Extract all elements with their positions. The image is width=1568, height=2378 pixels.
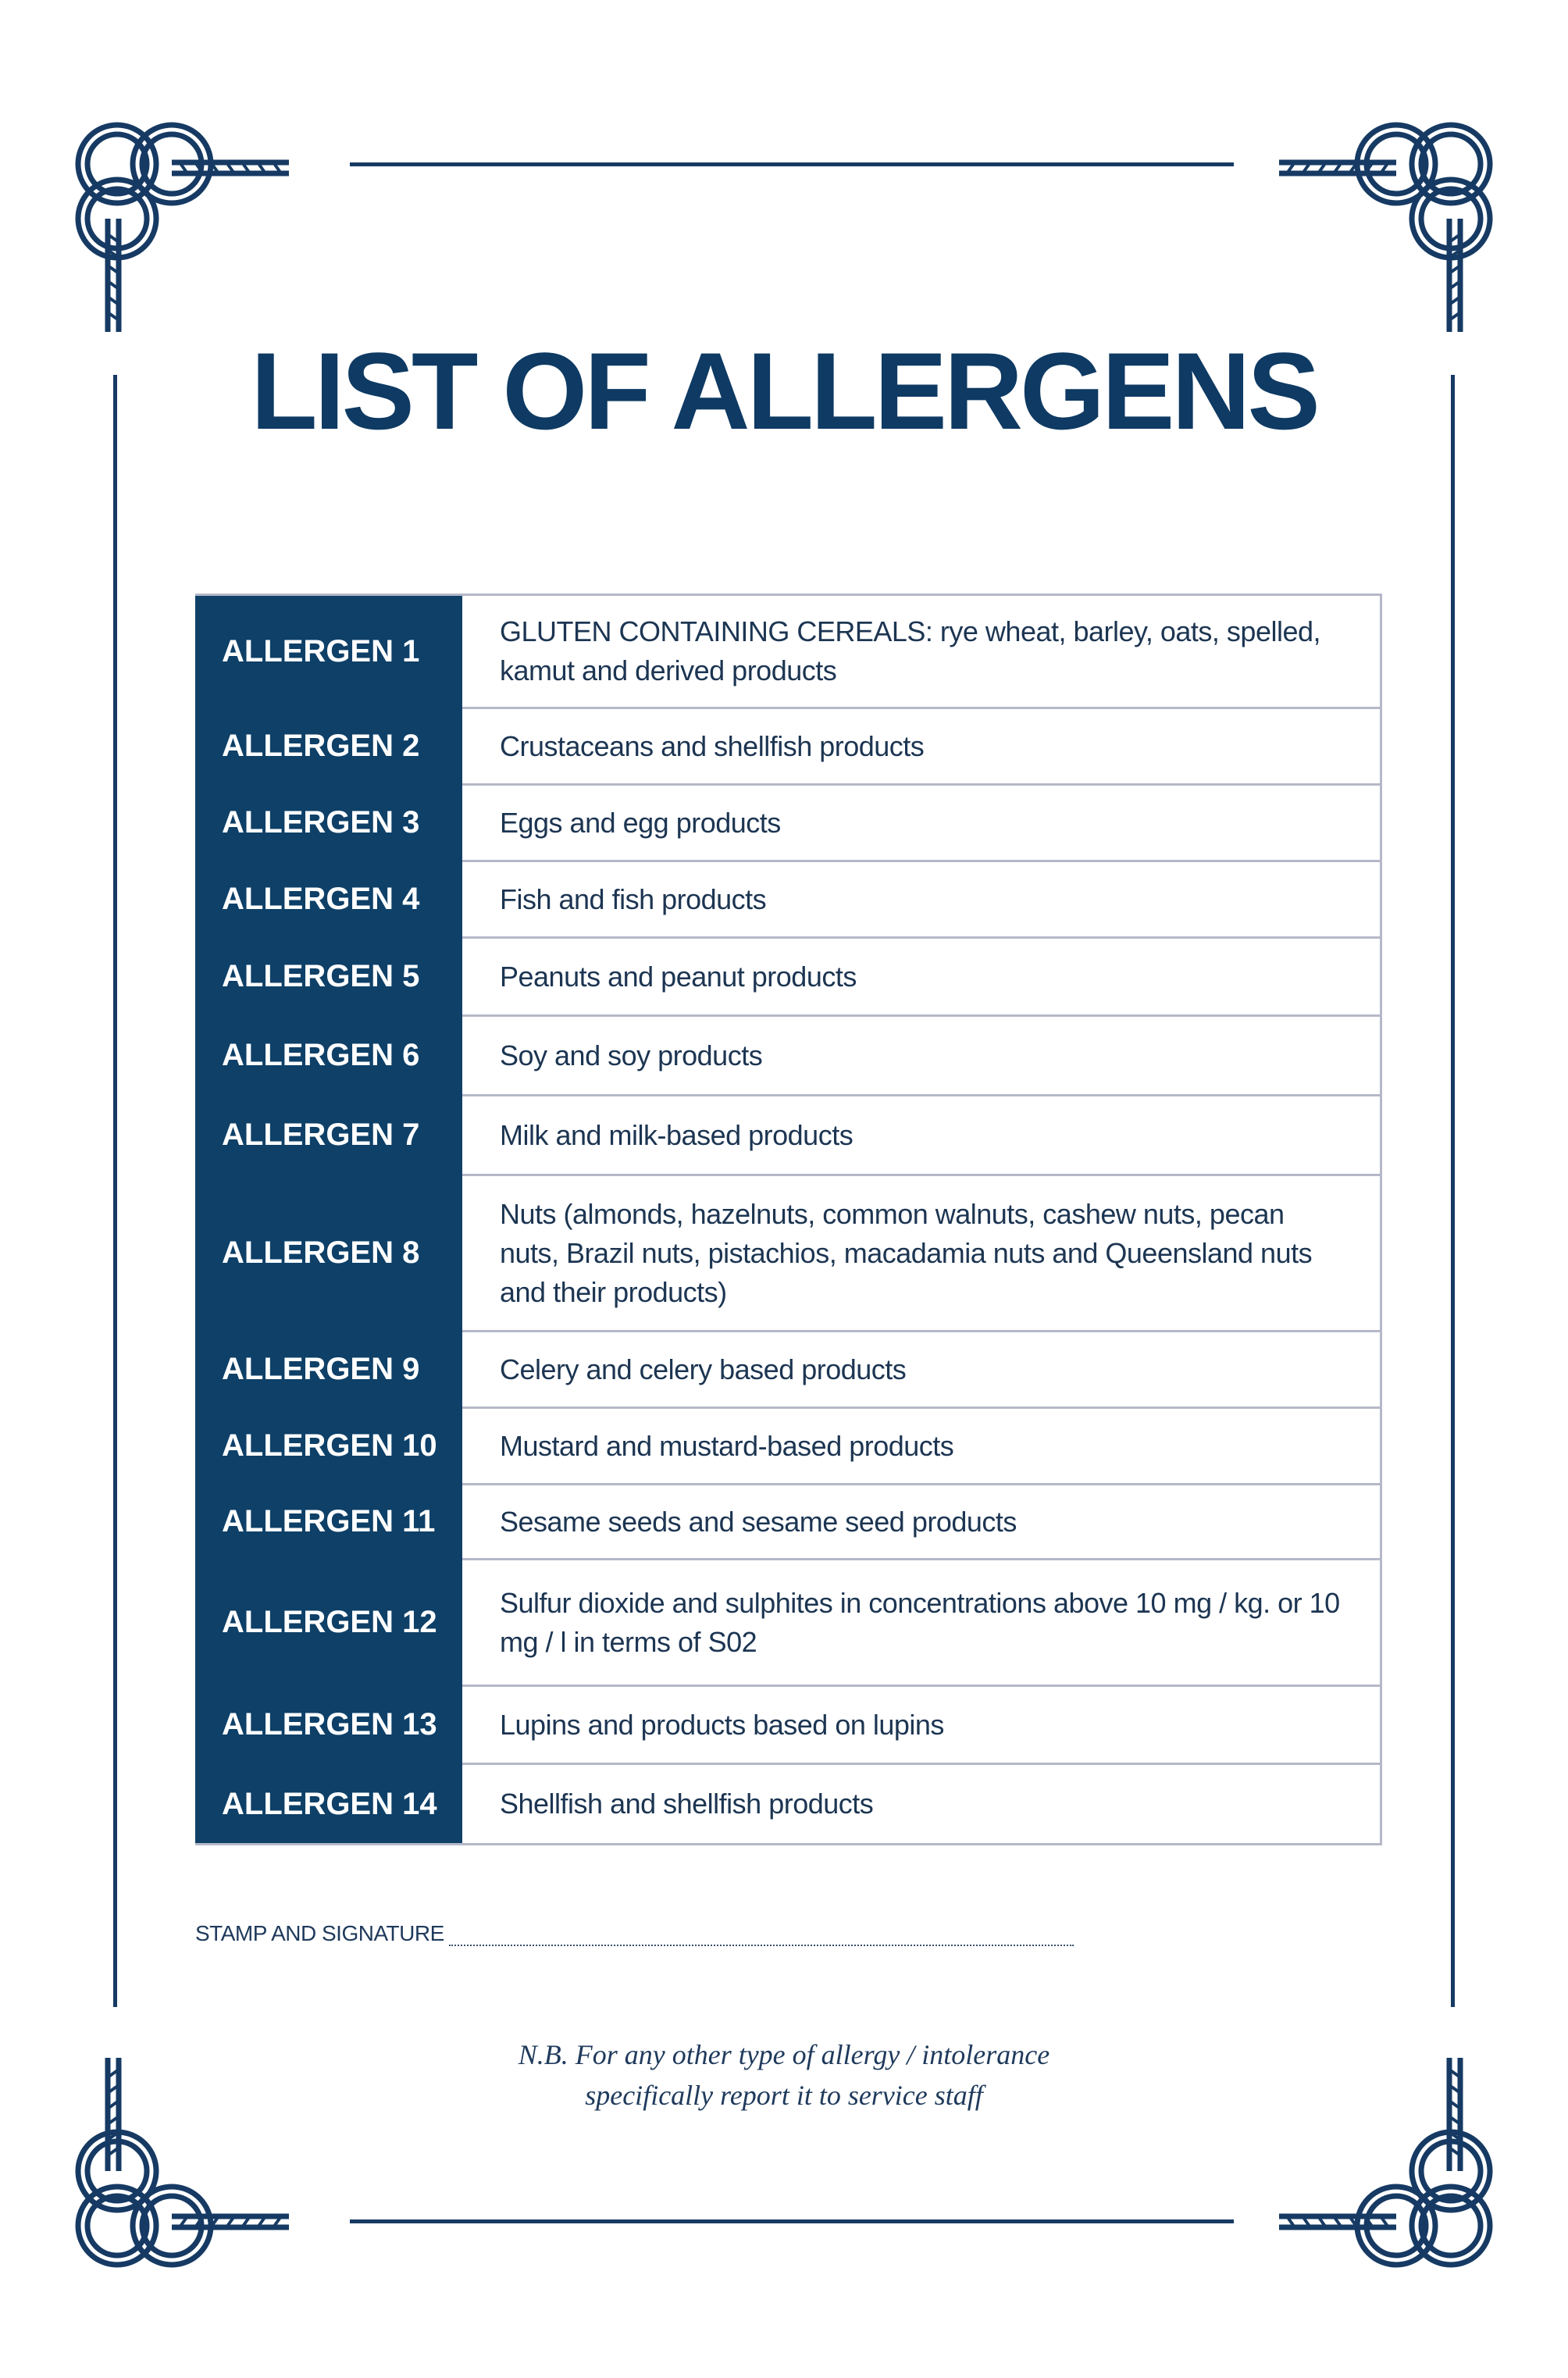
allergen-label: ALLERGEN 1 — [195, 596, 462, 709]
allergen-label: ALLERGEN 5 — [195, 939, 462, 1017]
allergen-description: Milk and milk-based products — [500, 1118, 853, 1151]
allergen-label: ALLERGEN 12 — [195, 1560, 462, 1687]
table-row — [195, 709, 1380, 786]
allergen-label: ALLERGEN 13 — [195, 1687, 462, 1765]
allergen-description: Fish and fish products — [500, 882, 767, 915]
table-row — [195, 1096, 1380, 1176]
allergen-description: Nuts (almonds, hazelnuts, common walnuts, cashew nuts, pecan nuts, Brazil nuts, pistachios, macadamia nuts and Queensland nuts and their products) — [500, 1197, 1313, 1308]
allergen-label: ALLERGEN 10 — [195, 1409, 462, 1485]
table-row — [195, 1687, 1380, 1765]
table-row — [195, 1485, 1380, 1560]
rope-knot-corner-icon — [55, 109, 289, 344]
allergen-description: Soy and soy products — [500, 1039, 763, 1071]
allergen-label: ALLERGEN 7 — [195, 1096, 462, 1176]
allergen-description: Mustard and mustard-based products — [500, 1429, 954, 1462]
stamp-label: STAMP AND SIGNATURE — [195, 1921, 444, 1945]
allergen-label: ALLERGEN 6 — [195, 1017, 462, 1096]
allergen-label: ALLERGEN 8 — [195, 1176, 462, 1332]
table-row — [195, 939, 1380, 1017]
allergen-description: Peanuts and peanut products — [500, 960, 857, 993]
allergen-table — [195, 594, 1382, 1845]
allergen-description: GLUTEN CONTAINING CEREALS: rye wheat, barley, oats, spelled, kamut and derived products — [500, 615, 1321, 686]
allergen-description: Crustaceans and shellfish products — [500, 729, 925, 762]
rope-knot-corner-icon — [1279, 109, 1513, 344]
allergen-label: ALLERGEN 2 — [195, 709, 462, 786]
allergen-description: Celery and celery based products — [500, 1353, 907, 1385]
top-border-line — [350, 162, 1234, 166]
table-row — [195, 1017, 1380, 1096]
table-row — [195, 862, 1380, 939]
right-border-line — [1451, 375, 1455, 2007]
footnote — [0, 2034, 1568, 2116]
table-row — [195, 786, 1380, 862]
page-title: LIST OF ALLERGENS — [251, 330, 1317, 452]
allergen-description: Shellfish and shellfish products — [500, 1788, 874, 1820]
table-row — [195, 1765, 1380, 1843]
allergen-label: ALLERGEN 4 — [195, 862, 462, 939]
allergen-description: Lupins and products based on lupins — [500, 1708, 944, 1741]
allergen-label: ALLERGEN 3 — [195, 786, 462, 862]
table-row — [195, 1560, 1380, 1687]
allergen-label: ALLERGEN 14 — [195, 1765, 462, 1843]
table-row — [195, 596, 1380, 709]
allergen-description: Eggs and egg products — [500, 806, 781, 839]
allergen-label: ALLERGEN 9 — [195, 1332, 462, 1409]
allergen-description: Sesame seeds and sesame seed products — [500, 1505, 1017, 1538]
signature-line — [449, 1926, 1074, 1946]
footnote-line-1: N.B. For any other type of allergy / intolerance — [518, 2039, 1050, 2070]
left-border-line — [113, 375, 117, 2007]
allergen-label: ALLERGEN 11 — [195, 1485, 462, 1560]
table-row — [195, 1409, 1380, 1485]
footnote-line-2: specifically report it to service staff — [585, 2080, 983, 2111]
table-row — [195, 1332, 1380, 1409]
allergen-description: Sulfur dioxide and sulphites in concentrations above 10 mg / kg. or 10 mg / l in terms of S02 — [500, 1586, 1340, 1658]
table-row — [195, 1176, 1380, 1332]
stamp-and-signature — [195, 1921, 1074, 1946]
bottom-border-line — [350, 2219, 1234, 2223]
